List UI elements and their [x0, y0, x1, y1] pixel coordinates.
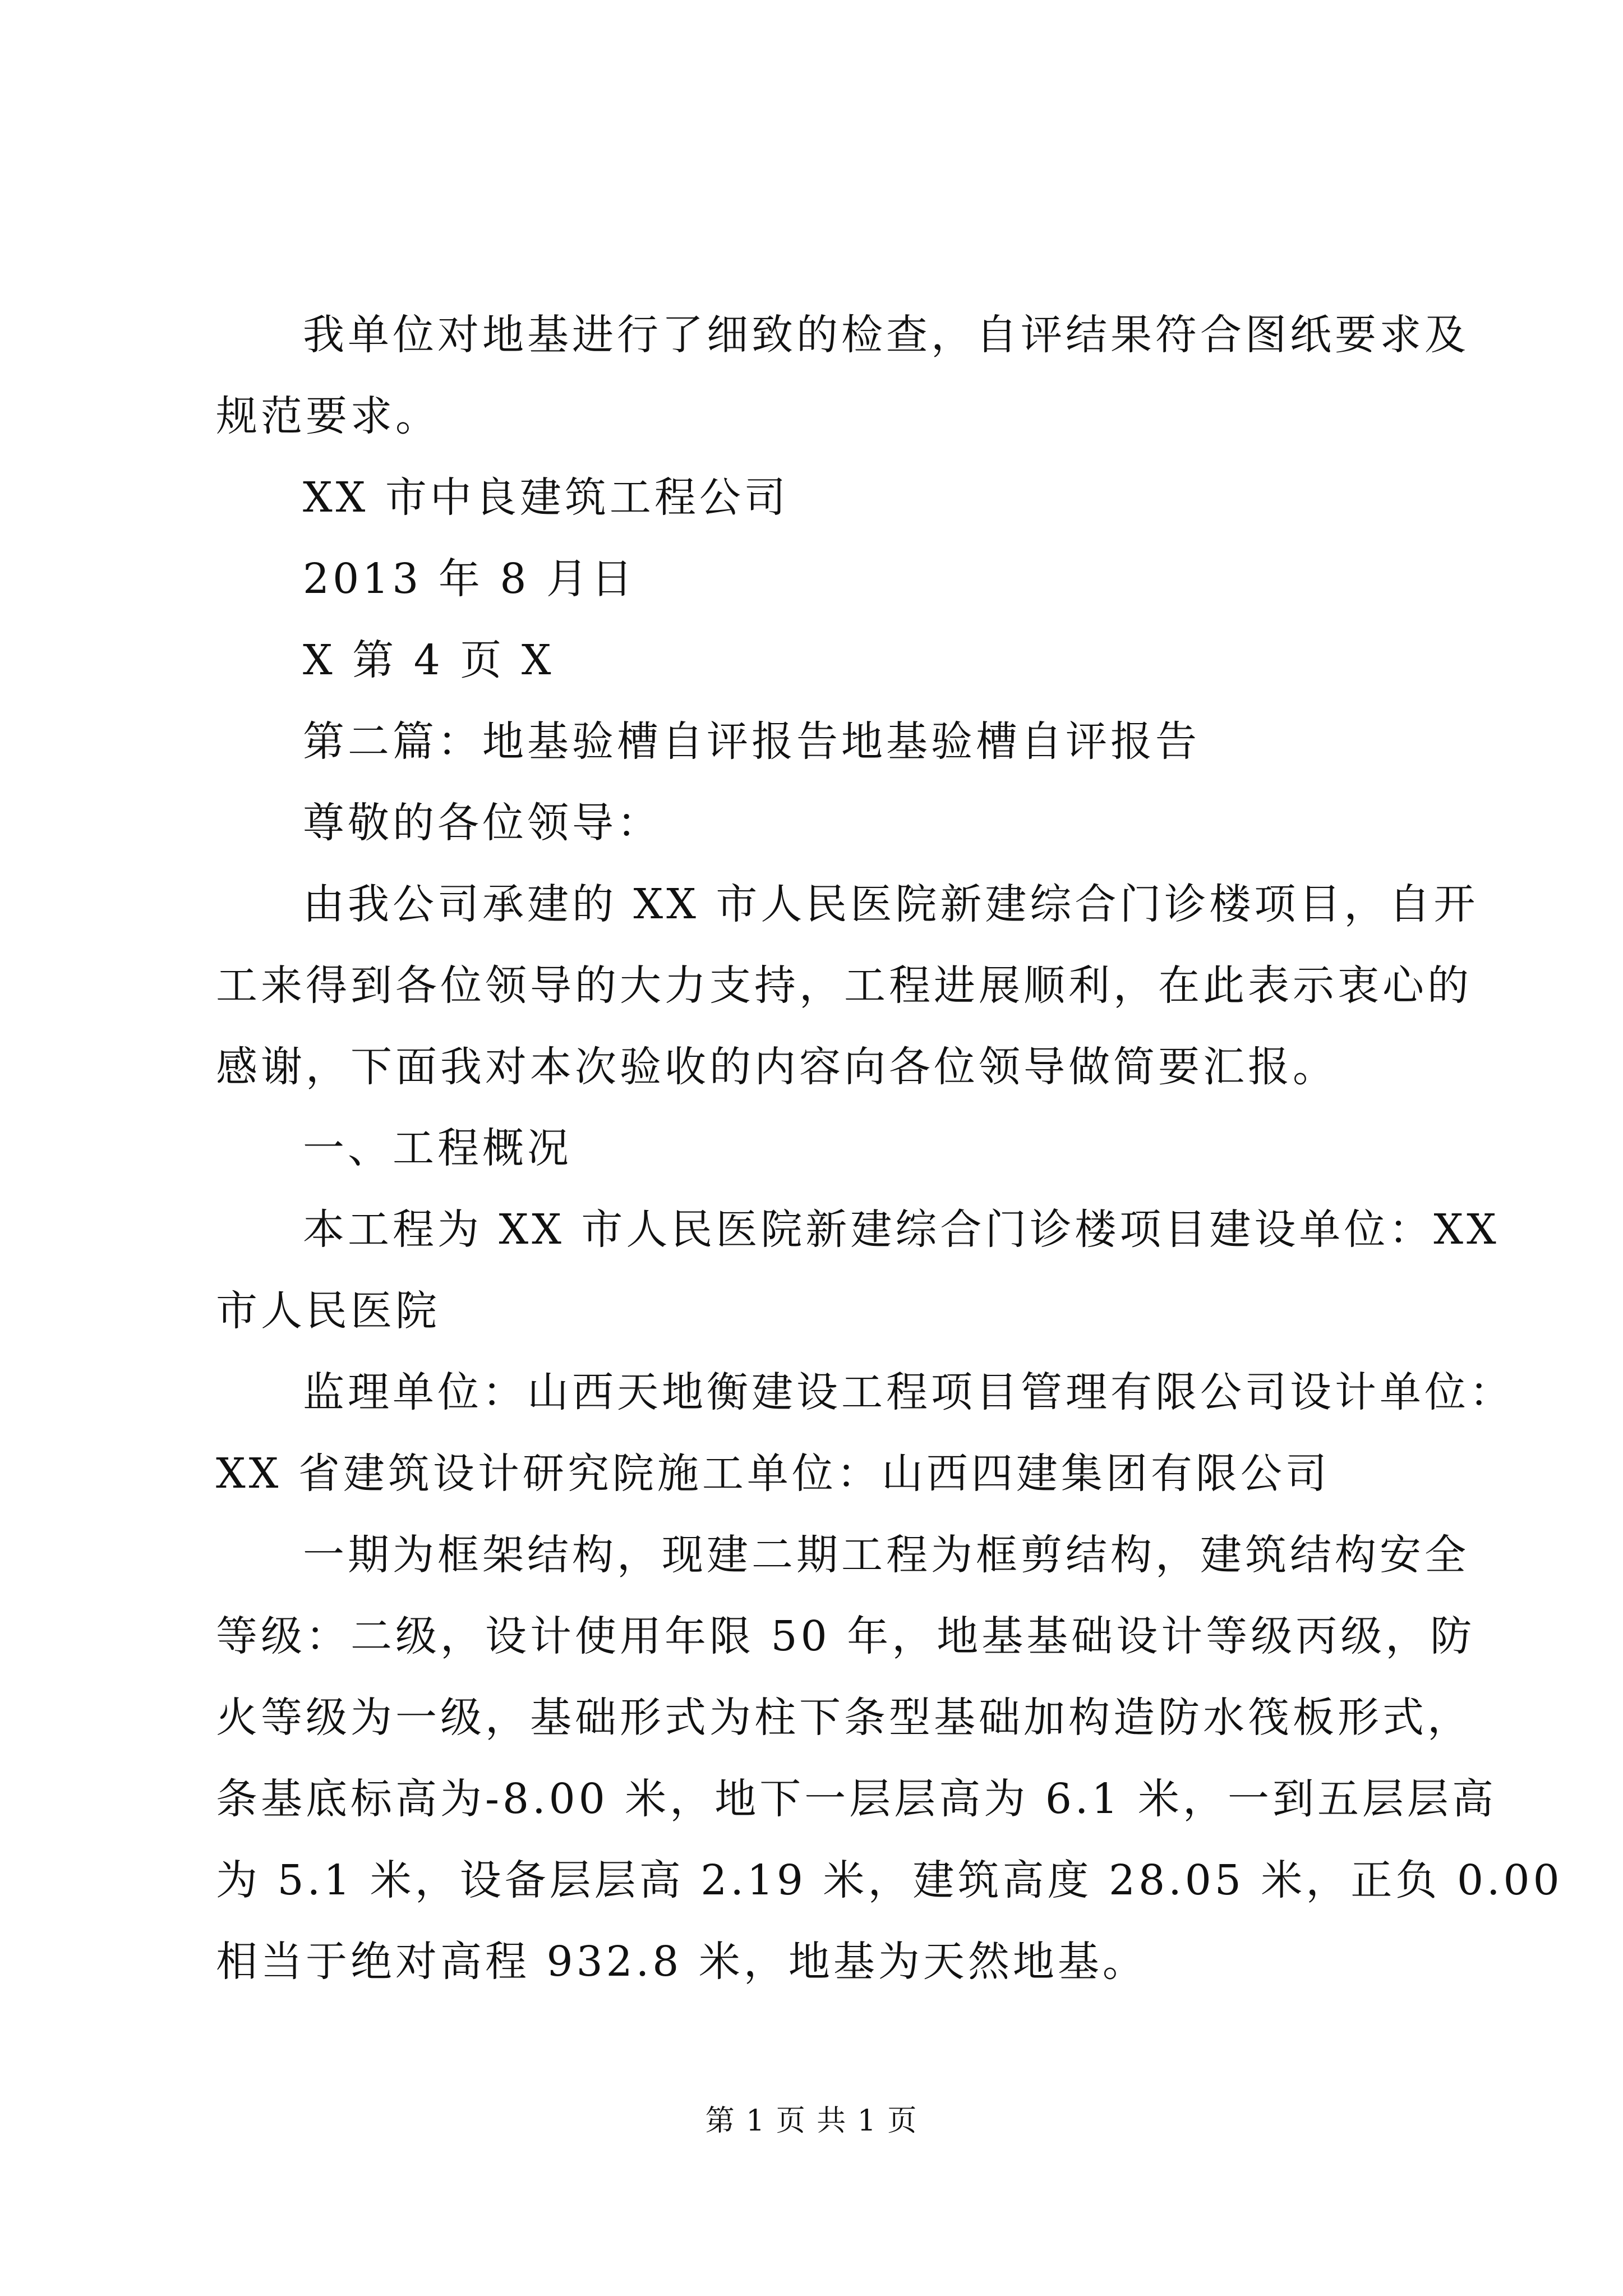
signature-company: XX 市中良建筑工程公司	[303, 473, 789, 522]
paragraph-line: 由我公司承建的 XX 市人民医院新建综合门诊楼项目，自开	[303, 880, 1479, 928]
paragraph-line: 等级：二级，设计使用年限 50 年，地基基础设计等级丙级，防	[216, 1612, 1476, 1660]
paragraph-line: 我单位对地基进行了细致的检查，自评结果符合图纸要求及	[303, 311, 1469, 359]
paragraph-line: 感谢，下面我对本次验收的内容向各位领导做简要汇报。	[216, 1043, 1338, 1091]
salutation: 尊敬的各位领导：	[303, 799, 662, 847]
paragraph-line: 火等级为一级，基础形式为柱下条型基础加构造防水筏板形式，	[216, 1694, 1472, 1742]
page-marker: X 第 4 页 X	[303, 636, 555, 684]
paragraph-line: 规范要求。	[216, 392, 440, 440]
paragraph-line: XX 省建筑设计研究院施工单位：山西四建集团有限公司	[216, 1450, 1330, 1498]
paragraph-line: 工来得到各位领导的大力支持，工程进展顺利，在此表示衷心的	[216, 961, 1472, 1010]
paragraph-line: 监理单位：山西天地衡建设工程项目管理有限公司设计单位：	[303, 1368, 1514, 1416]
paragraph-line: 条基底标高为-8.00 米，地下一层层高为 6.1 米，一到五层层高	[216, 1775, 1497, 1823]
paragraph-line: 市人民医院	[216, 1287, 440, 1335]
page-footer: 第 1 页 共 1 页	[705, 2104, 918, 2138]
paragraph-line: 为 5.1 米，设备层层高 2.19 米，建筑高度 28.05 米，正负 0.00	[216, 1856, 1563, 1904]
paragraph-line: 相当于绝对高程 932.8 米，地基为天然地基。	[216, 1938, 1147, 1986]
paragraph-line: 本工程为 XX 市人民医院新建综合门诊楼项目建设单位：XX	[303, 1205, 1500, 1254]
heading-overview: 一、工程概况	[303, 1124, 572, 1172]
paragraph-line: 一期为框架结构，现建二期工程为框剪结构，建筑结构安全	[303, 1531, 1469, 1579]
section-title: 第二篇：地基验槽自评报告地基验槽自评报告	[303, 717, 1200, 766]
signature-date: 2013 年 8 月日	[303, 555, 636, 603]
